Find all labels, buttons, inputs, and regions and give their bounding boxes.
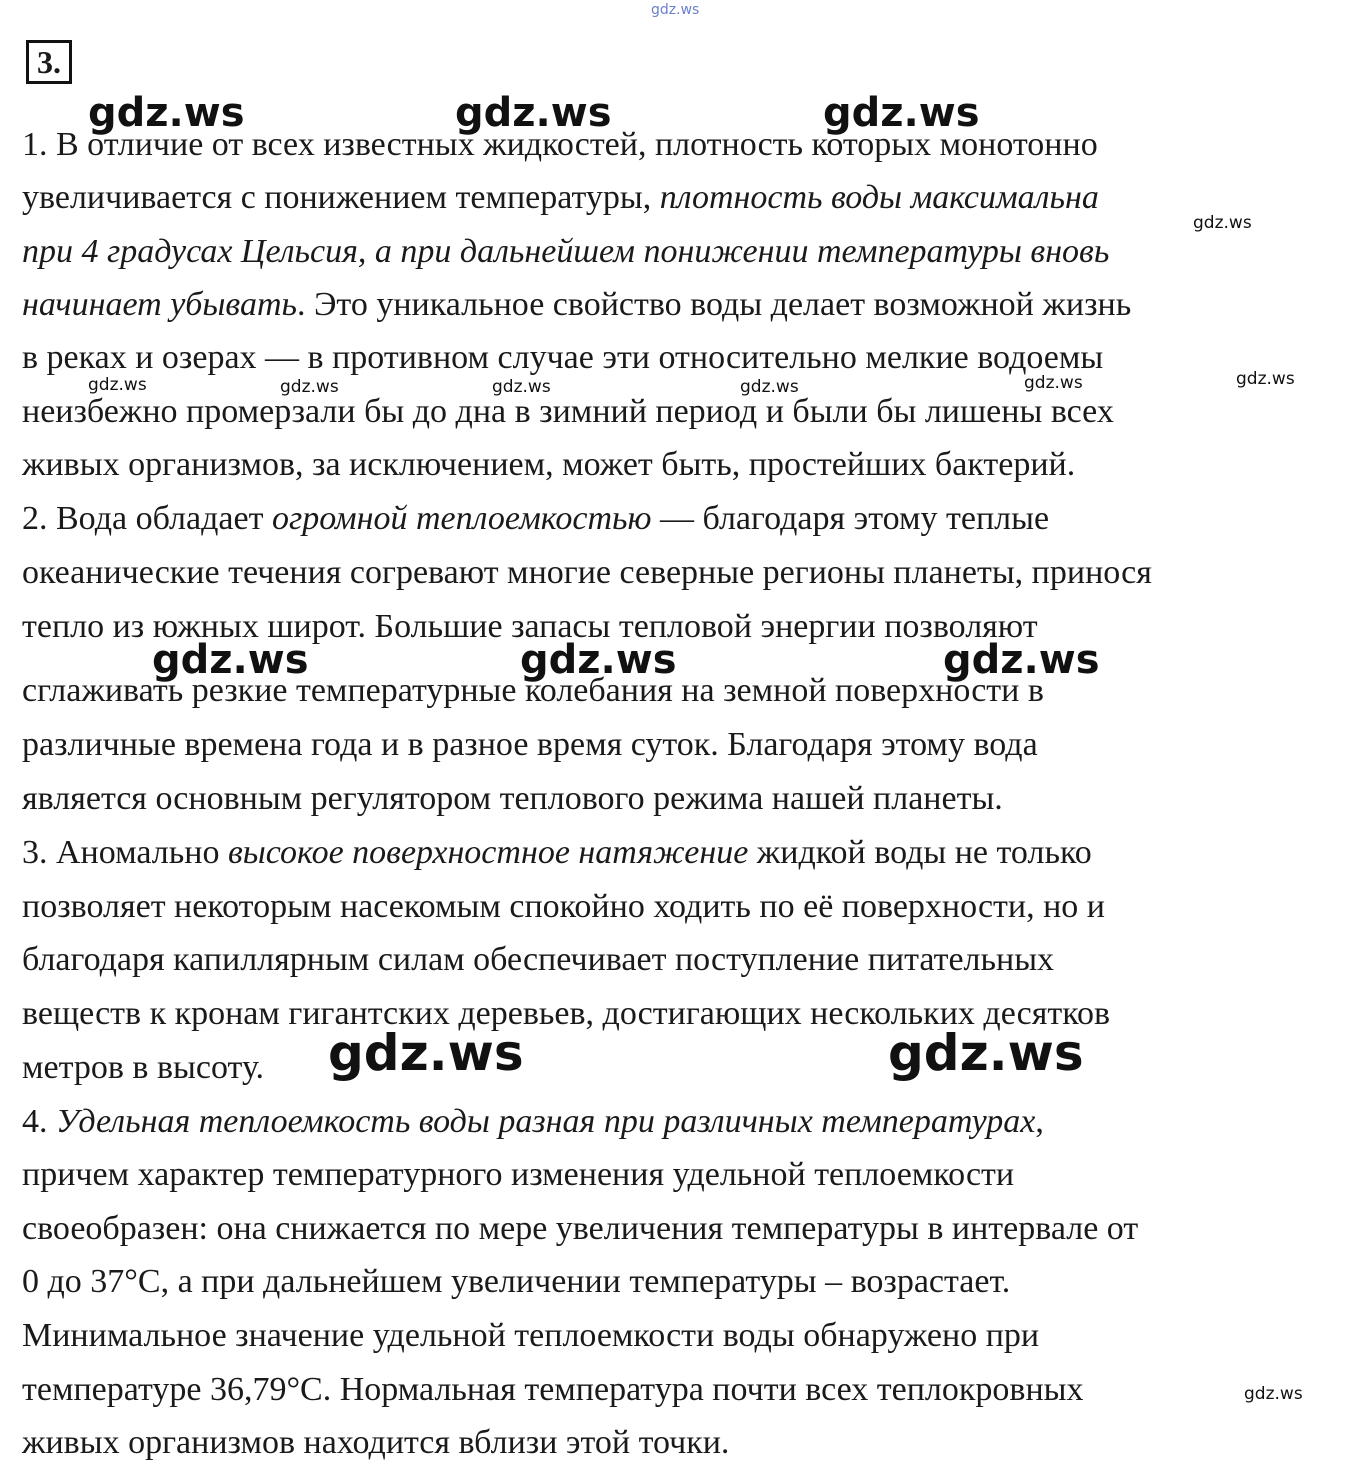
text-segment: неизбежно промерзали бы до дна в зимний период и были бы лишены всех (22, 393, 1114, 430)
text-segment: — благодаря этому теплые (651, 500, 1050, 537)
text-segment: температуре 36,79°С. Нормальная температура почти всех теплокровных (22, 1371, 1084, 1408)
watermark: gdz.ws (1024, 373, 1083, 393)
text-segment: метров в высоту. (22, 1049, 265, 1086)
text-line (22, 232, 1109, 272)
emphasized-text: Удельная теплоемкость воды разная при различных температурах (56, 1103, 1036, 1140)
text-line (22, 1209, 1138, 1249)
watermark: gdz.ws (888, 1024, 1084, 1082)
emphasized-text: огромной теплоемкостью (271, 500, 652, 537)
text-line (22, 1262, 1010, 1302)
watermark: gdz.ws (1193, 213, 1252, 233)
text-segment: Минимальное значение удельной теплоемкости воды обнаружено при (22, 1317, 1040, 1354)
text-segment: благодаря капиллярным силам обеспечивает поступление питательных (22, 941, 1055, 978)
text-line (22, 553, 1152, 593)
watermark: gdz.ws (152, 637, 309, 683)
text-segment: увеличивается с понижением температуры, (22, 179, 660, 216)
watermark: gdz.ws (455, 90, 612, 136)
text-segment: 1. В отличие от всех известных жидкостей, плотность которых монотонно (22, 126, 1098, 163)
emphasized-text: при 4 градусах Цельсия, а при дальнейшем понижении температуры вновь (22, 233, 1110, 270)
text-line (22, 178, 1099, 218)
text-segment: 3. Аномально (22, 834, 228, 871)
text-segment: в реках и озерах — в противном случае эти относительно мелкие водоемы (22, 339, 1104, 376)
watermark: gdz.ws (280, 377, 339, 397)
text-line (22, 1048, 264, 1088)
text-line (22, 392, 1114, 432)
emphasized-text: высокое поверхностное натяжение (227, 834, 749, 871)
emphasized-text: начинает убывать (22, 286, 297, 323)
text-segment: веществ к кронам гигантских деревьев, достигающих нескольких десятков (22, 995, 1111, 1032)
task-number: 3. (26, 40, 72, 84)
text-segment: 4. (22, 1103, 56, 1140)
text-line (22, 499, 1049, 539)
watermark: gdz.ws (740, 377, 799, 397)
text-segment: различные времена года и в разное время суток. Благодаря этому вода (22, 726, 1038, 763)
text-line (22, 445, 1075, 485)
watermark: gdz.ws (1244, 1384, 1303, 1404)
text-line (22, 1370, 1084, 1410)
text-line (22, 1155, 1014, 1195)
emphasized-text: плотность воды максимальна (659, 179, 1099, 216)
text-line (22, 725, 1038, 765)
text-line (22, 1102, 1044, 1142)
text-line (22, 887, 1105, 927)
watermark: gdz.ws (492, 377, 551, 397)
text-segment: живых организмов находится вблизи этой точки. (22, 1424, 730, 1461)
watermark: gdz.ws (823, 90, 980, 136)
text-segment: тепло из южных широт. Большие запасы тепловой энергии позволяют (22, 608, 1038, 645)
text-segment: является основным регулятором теплового режима нашей планеты. (22, 780, 1003, 817)
text-line (22, 1316, 1039, 1356)
text-segment: своеобразен: она снижается по мере увеличения температуры в интервале от (22, 1210, 1139, 1247)
text-segment: 2. Вода обладает (22, 500, 272, 537)
watermark: gdz.ws (88, 90, 245, 136)
text-line (22, 338, 1103, 378)
watermark: gdz.ws (1236, 369, 1295, 389)
watermark: gdz.ws (520, 637, 677, 683)
text-segment: , (1035, 1103, 1044, 1140)
text-segment: жидкой воды не только (748, 834, 1092, 871)
text-segment: причем характер температурного изменения удельной теплоемкости (22, 1156, 1015, 1193)
text-line (22, 940, 1054, 980)
watermark: gdz.ws (943, 637, 1100, 683)
watermark: gdz.ws (651, 2, 700, 18)
text-segment: позволяет некоторым насекомым спокойно ходить по её поверхности, но и (22, 888, 1106, 925)
text-segment: океанические течения согревают многие северные регионы планеты, принося (22, 554, 1152, 591)
text-segment: сглаживать резкие температурные колебания на земной поверхности в (22, 672, 1044, 709)
text-line (22, 285, 1131, 325)
text-line (22, 833, 1092, 873)
text-segment: живых организмов, за исключением, может быть, простейших бактерий. (22, 446, 1076, 483)
text-line (22, 779, 1003, 819)
watermark: gdz.ws (88, 375, 147, 395)
watermark: gdz.ws (328, 1024, 524, 1082)
text-segment: 0 до 37°С, а при дальнейшем увеличении температуры – возрастает. (22, 1263, 1011, 1300)
text-line (22, 1423, 729, 1463)
text-segment: . Это уникальное свойство воды делает возможной жизнь (296, 286, 1132, 323)
